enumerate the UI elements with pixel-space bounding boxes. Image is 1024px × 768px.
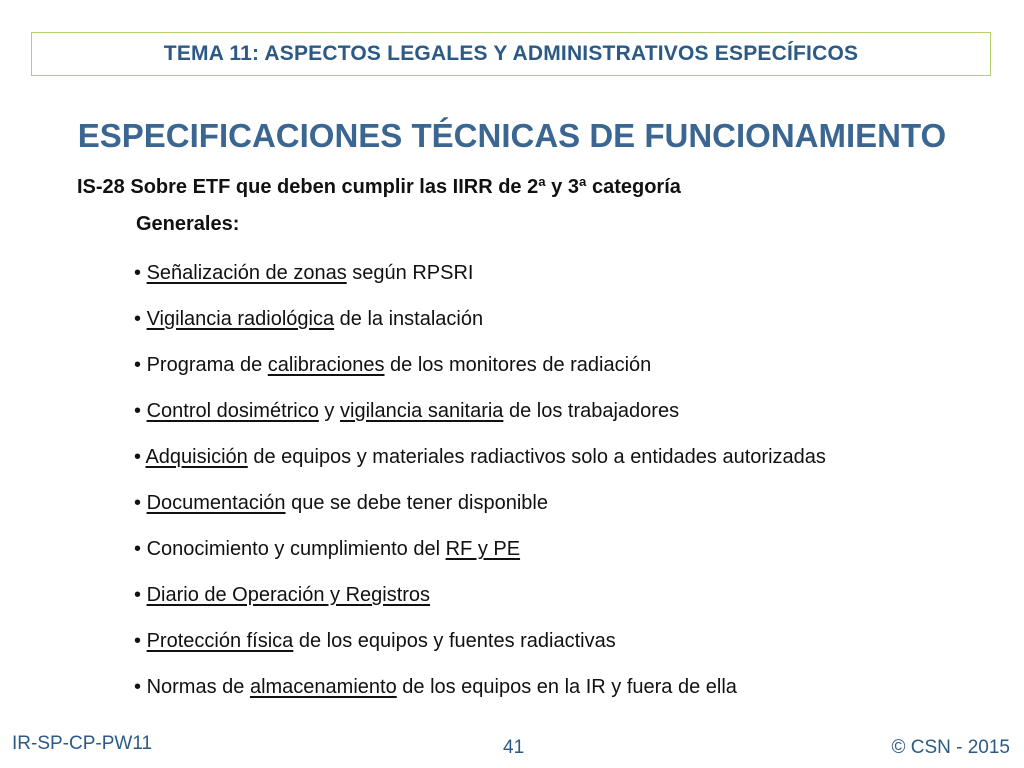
item-text: Programa de (146, 354, 268, 376)
list-item (134, 626, 854, 656)
bullet-dot: • (134, 492, 142, 514)
header-box (31, 32, 991, 76)
item-underlined: Vigilancia radiológica (146, 308, 335, 330)
item-underlined: Adquisición (145, 446, 248, 468)
item-underlined: almacenamiento (249, 676, 397, 698)
header-title: TEMA 11: ASPECTOS LEGALES Y ADMINISTRATIVOS ESPECÍFICOS (163, 42, 859, 65)
item-underlined: Documentación (146, 492, 286, 514)
list-item (134, 258, 854, 288)
item-underlined: RF y PE (445, 538, 521, 560)
item-text: Normas de (146, 676, 250, 698)
bullet-dot: • (134, 584, 142, 606)
list-item (134, 396, 854, 426)
item-text: de la instalación (334, 308, 484, 330)
bullet-dot: • (134, 630, 142, 652)
page-title: ESPECIFICACIONES TÉCNICAS DE FUNCIONAMIENTO (77, 117, 947, 154)
footer-copyright: © CSN - 2015 (891, 737, 1010, 758)
list-item (134, 304, 854, 334)
item-text: Conocimiento y cumplimiento del (146, 538, 446, 560)
subtitle: IS-28 Sobre ETF que deben cumplir las IIRR de 2ª y 3ª categoría (77, 176, 681, 198)
bullet-dot: • (134, 676, 142, 698)
item-text: de los equipos en la IR y fuera de ella (396, 676, 737, 698)
item-text: de equipos y materiales radiactivos solo a entidades autorizadas (247, 446, 826, 468)
item-text: según RPSRI (346, 262, 474, 284)
item-text: que se debe tener disponible (285, 492, 548, 514)
item-underlined: Control dosimétrico (146, 400, 319, 422)
bullet-dot: • (134, 262, 142, 284)
bullet-dot: • (134, 400, 142, 422)
bullet-dot: • (134, 308, 142, 330)
item-underlined: vigilancia sanitaria (340, 400, 504, 422)
item-underlined: calibraciones (267, 354, 385, 376)
list-item (134, 580, 854, 610)
footer-code: IR-SP-CP-PW11 (12, 733, 153, 754)
list-item (134, 672, 854, 702)
page-number: 41 (503, 737, 525, 758)
bullet-list (134, 258, 854, 718)
bullet-dot: • (134, 354, 142, 376)
bullet-dot: • (134, 446, 142, 468)
item-underlined: Protección física (146, 630, 294, 652)
item-text: y (318, 400, 340, 422)
bullet-dot: • (134, 538, 142, 560)
item-text: de los trabajadores (503, 400, 680, 422)
list-item (134, 442, 854, 472)
list-item (134, 488, 854, 518)
list-item (134, 534, 854, 564)
item-underlined: Señalización de zonas (146, 262, 347, 284)
item-text: de los equipos y fuentes radiactivas (293, 630, 616, 652)
section-label: Generales: (136, 213, 240, 235)
list-item (134, 350, 854, 380)
item-underlined: Diario de Operación y Registros (146, 584, 431, 606)
item-text: de los monitores de radiación (384, 354, 652, 376)
